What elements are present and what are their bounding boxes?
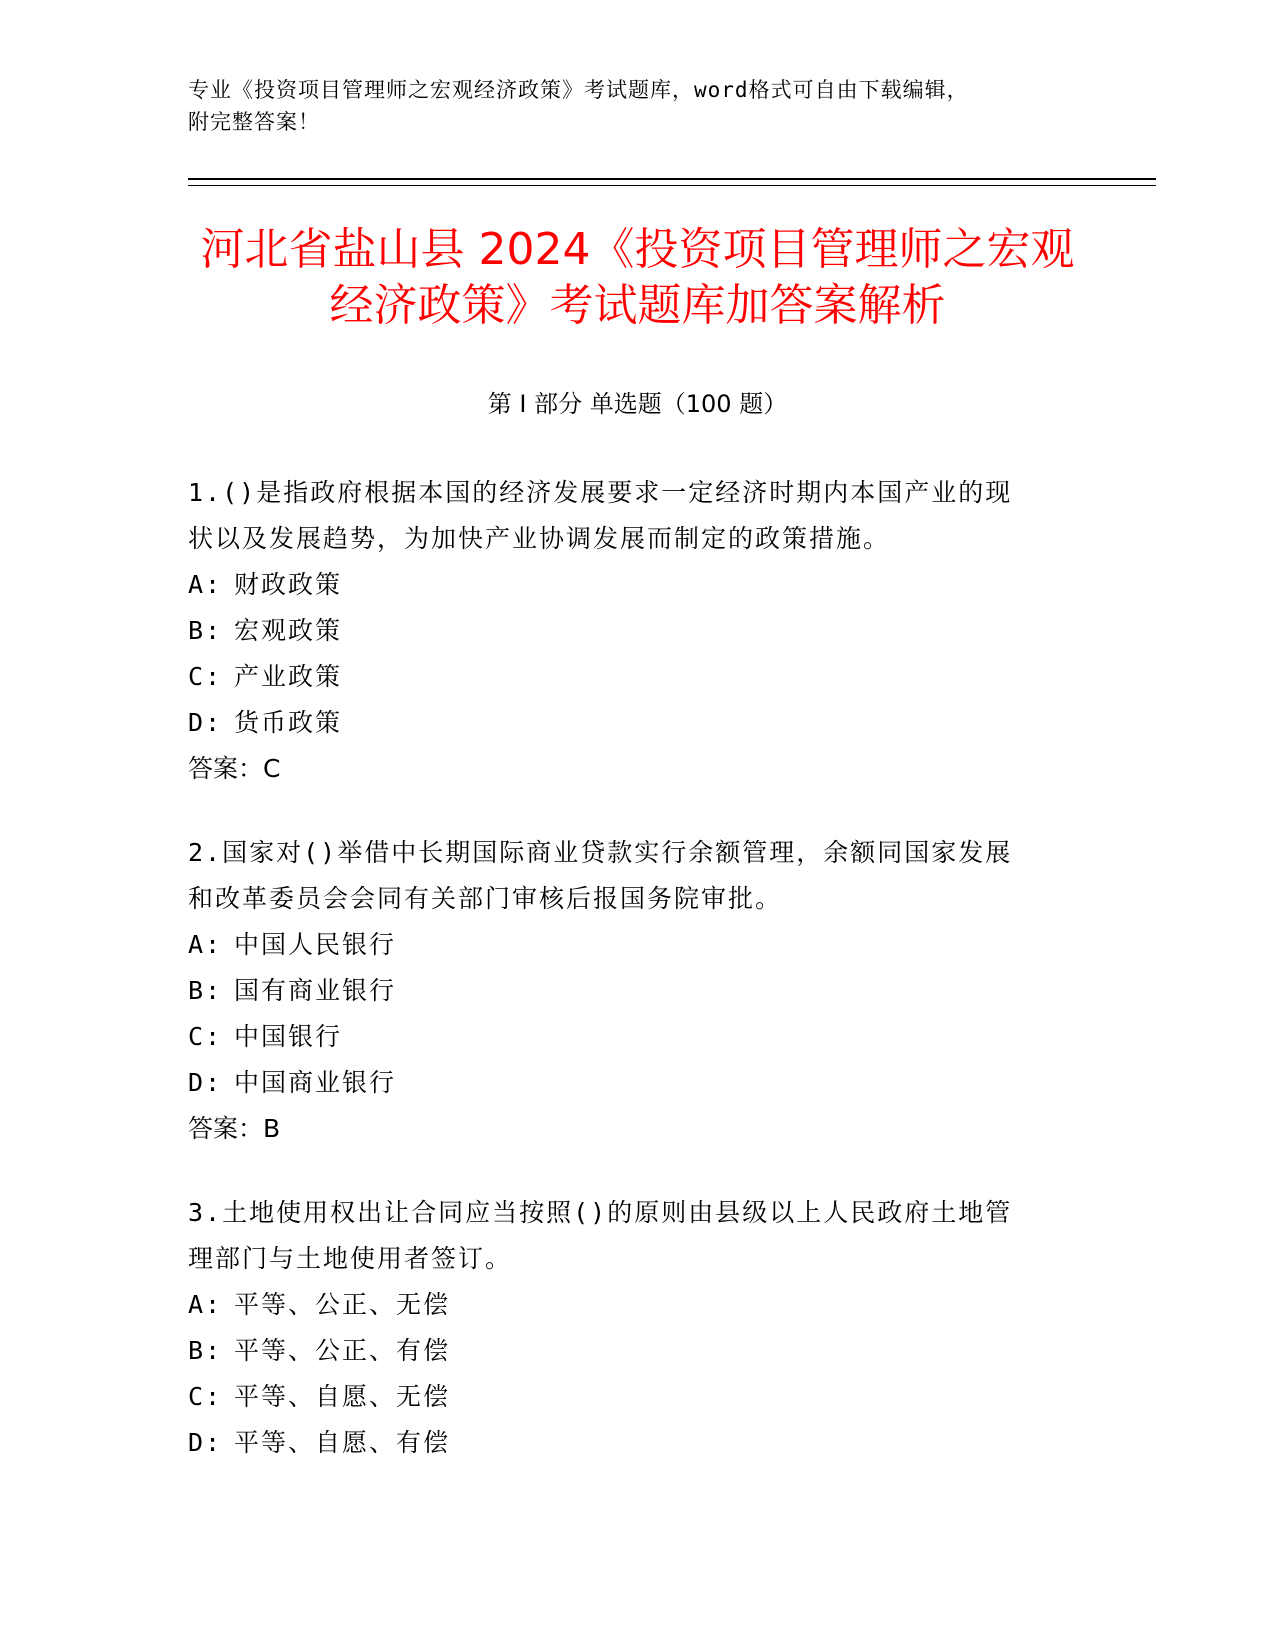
option-text: 平等、公正、无偿 [234,1290,451,1319]
question-stem-line-1: 1.()是指政府根据本国的经济发展要求一定经济时期内本国产业的现 [188,478,1013,507]
option-letter: A: [188,1290,223,1319]
option-letter: D: [188,1428,223,1457]
option-letter: B: [188,616,223,645]
option-letter: B: [188,1336,223,1365]
option-letter: A: [188,930,223,959]
option-a [188,562,1068,608]
option-letter: C: [188,1022,223,1051]
question-stem [188,1190,1068,1282]
option-text: 货币政策 [234,708,343,737]
option-text: 平等、公正、有偿 [234,1336,451,1365]
question-1 [188,470,1068,792]
question-stem-line-1: 3.土地使用权出让合同应当按照()的原则由县级以上人民政府土地管 [188,1198,1013,1227]
option-text: 财政政策 [234,570,343,599]
question-3 [188,1190,1068,1466]
document-title-line-1: 河北省盐山县 2024《投资项目管理师之宏观 [200,224,1075,275]
question-2 [188,830,1068,1152]
option-text: 平等、自愿、无偿 [234,1382,451,1411]
option-a [188,922,1068,968]
question-stem-line-1: 2.国家对()举借中长期国际商业贷款实行余额管理，余额同国家发展 [188,838,1013,867]
option-b [188,608,1068,654]
header-note [188,74,1078,138]
option-a [188,1282,1068,1328]
header-rule-thin [188,185,1156,186]
question-stem-line-2: 和改革委员会会同有关部门审核后报国务院审批。 [188,884,783,913]
option-c [188,1374,1068,1420]
option-text: 产业政策 [234,662,343,691]
answer: 答案：B [188,1114,281,1143]
option-b [188,1328,1068,1374]
option-letter: B: [188,976,223,1005]
option-c [188,1014,1068,1060]
option-letter: C: [188,662,223,691]
option-letter: A: [188,570,223,599]
document-title-line-2: 经济政策》考试题库加答案解析 [329,280,946,331]
option-text: 宏观政策 [234,616,343,645]
question-stem [188,830,1068,922]
header-rule-thick [188,178,1156,180]
option-text: 中国人民银行 [234,930,397,959]
option-text: 国有商业银行 [234,976,397,1005]
document-title [150,222,1125,334]
option-letter: D: [188,1068,223,1097]
question-stem [188,470,1068,562]
answer: 答案：C [188,754,281,783]
option-text: 中国商业银行 [234,1068,397,1097]
option-c [188,654,1068,700]
header-note-line-2: 附完整答案！ [188,110,320,134]
question-stem-line-2: 状以及发展趋势，为加快产业协调发展而制定的政策措施。 [188,524,891,553]
option-b [188,968,1068,1014]
option-d [188,700,1068,746]
question-stem-line-2: 理部门与土地使用者签订。 [188,1244,513,1273]
option-d [188,1420,1068,1466]
option-text: 中国银行 [234,1022,343,1051]
header-note-line-1: 专业《投资项目管理师之宏观经济政策》考试题库，word格式可自由下载编辑， [188,78,969,102]
section-heading: 第 I 部分 单选题（100 题） [487,390,788,418]
option-d [188,1060,1068,1106]
option-letter: C: [188,1382,223,1411]
option-text: 平等、自愿、有偿 [234,1428,451,1457]
option-letter: D: [188,708,223,737]
